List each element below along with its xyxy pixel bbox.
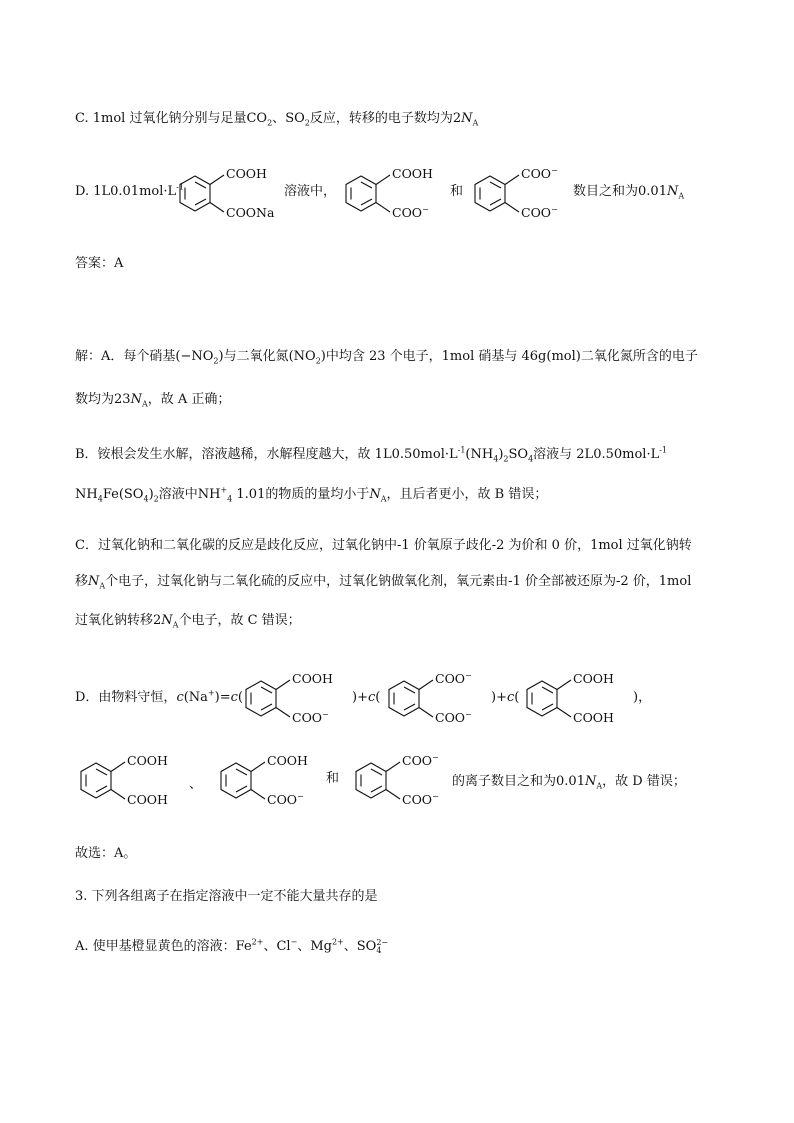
cooh-group: COOH [127, 753, 168, 768]
option-d-sum-text: 数目之和为$0.01N_A$ [573, 184, 685, 201]
structure-potassium-hydrogen-phthalate [172, 163, 282, 225]
explanation-d-conclusion: 的离子数目之和为$0.01N_A$，故 D 错误； [452, 774, 686, 791]
and-text: 和 [450, 184, 464, 199]
coo-minus-group: COO− [435, 709, 472, 725]
cooh-group: COOH [226, 166, 267, 181]
structure-hydrogen-phthalate-ion [213, 750, 323, 812]
explanation-c-line-3: 过氧化钠转移$2N_A$个电子，故 C 错误； [75, 613, 301, 630]
separator-text: 、 [189, 777, 203, 792]
option-c-text: C. 1mol 过氧化钠分别与足量 [75, 111, 247, 126]
cooh-group: COOH [573, 710, 614, 725]
coo-minus-group: COO− [521, 204, 558, 220]
co2-formula: $CO_2$ [246, 111, 273, 128]
coo-minus-group: COO− [392, 204, 429, 220]
question-3-stem: 3. 下列各组离子在指定溶液中一定不能大量共存的是 [75, 889, 378, 904]
explanation-d-prefix: D．由物料守恒，c(Na+)=c( [75, 688, 243, 705]
option-c-line: C. 1mol 过氧化钠分别与足量$CO_2$、$SO_2$反应，转移的电子数均为$2N_A$ [75, 111, 479, 128]
explanation-b-line-1: B．铵根会发生水解，溶液越稀，水解程度越大，故 $1L0.50mol\cdot L^{-1}(NH_4)_2SO_4$溶液与 $2L0.50mol\cdot L^{-1}$ [75, 445, 668, 464]
structure-phthalate-ion [467, 163, 577, 225]
cooh-group: COOH [267, 753, 308, 768]
explanation-c-line-2: 移$N_A$个电子，过氧化钠与二氧化硫的反应中，过氧化钠做氧化剂，氧元素由-1 价全部被还原为-2 价，1mol [75, 574, 692, 591]
coo-minus-group: COO− [402, 752, 439, 768]
coona-group: COONa [226, 205, 275, 220]
question-3-option-a: A. 使甲基橙显黄色的溶液：$Fe^{2+}$、Cl−、$Mg^{2+}$、SO 2− 4 [75, 937, 389, 955]
cooh-group: COOH [392, 166, 433, 181]
plus-c-text: )+c( [491, 690, 520, 705]
structure-phthalic-acid [73, 750, 183, 812]
avogadro-symbol: N [461, 111, 473, 126]
coo-minus-group: COO− [435, 670, 472, 686]
close-paren-text: )， [633, 690, 652, 705]
coo-minus-group: COO− [402, 791, 439, 807]
explanation-c-line-1: C．过氧化钠和二氧化碳的反应是歧化反应，过氧化钠中-1 价氧原子歧化-2 为价和 0 价，1mol 过氧化钠转 [75, 538, 692, 553]
cooh-group: COOH [573, 671, 614, 686]
structure-phthalate-ion [348, 750, 458, 812]
coo-minus-group: COO− [521, 165, 558, 181]
structure-hydrogen-phthalate-ion [238, 668, 348, 730]
plus-c-text: )+c( [352, 690, 381, 705]
explanation-a-line-1: 解：A．每个硝基$(-NO_2)$与二氧化氮$(NO_2)$中均含 23 个电子，1mol 硝基与 46g(mol)二氧化氮所含的电子 [75, 349, 698, 366]
final-answer-line: 故选：A。 [75, 846, 137, 861]
cooh-group: COOH [127, 792, 168, 807]
structure-phthalate-ion [381, 668, 491, 730]
and-text: 和 [326, 771, 340, 786]
coo-minus-group: COO− [292, 709, 329, 725]
option-d-prefix: D. $1L0.01mol\cdot L^{-1}$ [75, 182, 184, 199]
cooh-group: COOH [292, 671, 333, 686]
answer-line: 答案：A [75, 256, 124, 271]
coo-minus-group: COO− [267, 791, 304, 807]
structure-phthalic-acid [519, 668, 629, 730]
so2-formula: $SO_2$ [285, 111, 310, 128]
option-d-solution-text: 溶液中， [284, 184, 337, 199]
structure-hydrogen-phthalate-ion [338, 163, 448, 225]
explanation-a-line-2: 数均为$23N_A$，故 A 正确； [75, 392, 231, 409]
explanation-b-line-2: $NH_4Fe(SO_4)_2$溶液中$NH^+_4$ 1.01的物质的量均小于$N_A$，且后者更小，故 B 错误； [75, 485, 548, 504]
